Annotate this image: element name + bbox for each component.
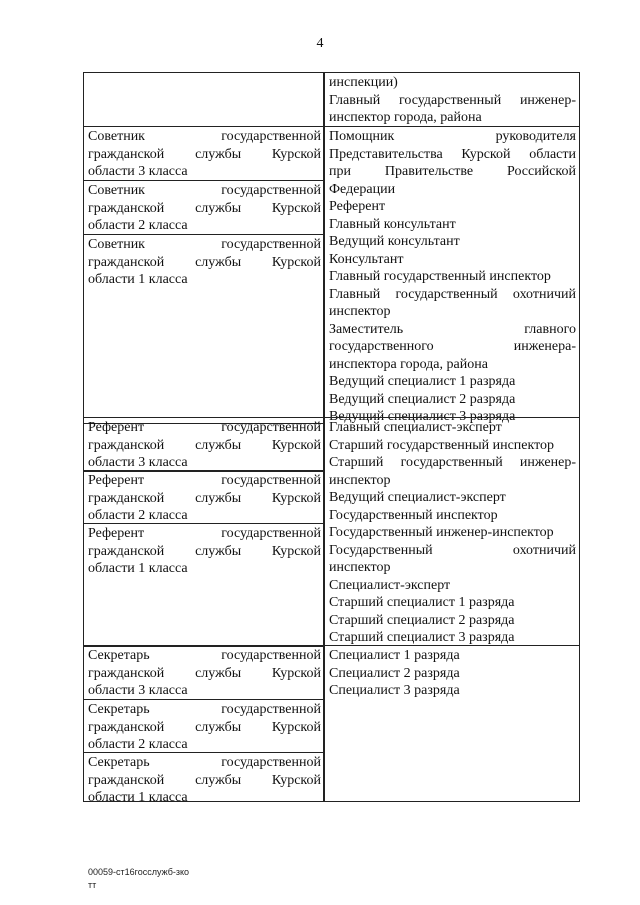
cell-line: области 1 класса	[88, 561, 188, 576]
cell-line: Главный специалист-эксперт	[329, 420, 502, 435]
cell-line: гражданской службы Курской	[88, 543, 321, 559]
cell-line: инспекции)	[329, 75, 398, 90]
cell-line: Референт государственной	[88, 526, 321, 541]
cell-line: инспектор	[329, 560, 391, 575]
cell-line: Главный государственный инспектор	[329, 269, 551, 284]
cell-line: области 2 класса	[88, 737, 188, 752]
cell-line: Референт	[329, 199, 386, 214]
cell-line: Советник государственной	[88, 129, 321, 144]
cell-line: Федерации	[329, 181, 396, 197]
cell-line: Помощник руководителя	[329, 129, 576, 144]
cell-line: Государственный инспектор	[329, 507, 498, 523]
table-cell-grade	[83, 180, 324, 235]
cell-line: Старший государственный инспектор	[329, 437, 555, 453]
cell-line: Главный государственный инженер-	[329, 92, 576, 108]
cell-line: Секретарь государственной	[88, 755, 321, 770]
table-left-column	[83, 72, 324, 805]
cell-line: Советник государственной	[88, 237, 321, 252]
cell-line: Государственный охотничий	[329, 542, 576, 558]
cell-line: государственного инженера-	[329, 339, 576, 354]
page-number: 4	[316, 36, 324, 51]
cell-line: области 1 класса	[88, 272, 188, 287]
cell-line: Представительства Курской области	[329, 146, 576, 162]
table-right-column	[324, 72, 580, 802]
cell-line: Специалист 1 разряда	[329, 648, 460, 663]
cell-line: Советник государственной	[88, 183, 321, 198]
cell-line: Референт государственной	[88, 473, 321, 488]
table-cell-grade	[83, 523, 324, 647]
cell-line: Старший государственный инженер-	[329, 455, 576, 470]
cell-line: области 3 класса	[88, 455, 188, 470]
cell-line: Ведущий специалист 2 разряда	[329, 391, 516, 407]
cell-line: инспектор	[329, 472, 391, 488]
footer-code: 00059-ст16госслужб-зко	[88, 867, 190, 877]
cell-line: Секретарь государственной	[88, 648, 321, 663]
table-cell-grade	[83, 234, 324, 424]
table-cell-grade	[83, 470, 324, 524]
cell-line: инспектор города, района	[329, 110, 482, 125]
cell-line: Консультант	[329, 251, 404, 267]
cell-line: области 1 класса	[88, 790, 188, 805]
footer-initials: тт	[88, 880, 97, 890]
cell-line: Специалист 2 разряда	[329, 665, 460, 681]
cell-line: гражданской службы Курской	[88, 254, 321, 270]
cell-line: гражданской службы Курской	[88, 772, 321, 788]
cell-line: Ведущий специалист 3 разряда	[329, 409, 516, 424]
cell-line: области 2 класса	[88, 218, 188, 233]
cell-line: Ведущий специалист 1 разряда	[329, 374, 516, 389]
table-cell-grade	[83, 645, 324, 700]
cell-line: Секретарь государственной	[88, 702, 321, 717]
cell-line: гражданской службы Курской	[88, 146, 321, 162]
cell-line: Старший специалист 2 разряда	[329, 612, 515, 628]
cell-line: Главный консультант	[329, 216, 456, 232]
cell-line: области 3 класса	[88, 683, 188, 698]
table-cell-empty	[83, 72, 324, 127]
cell-line: Ведущий специалист-эксперт	[329, 490, 506, 505]
cell-line: Референт государственной	[88, 420, 321, 435]
cell-line: Старший специалист 3 разряда	[329, 630, 515, 645]
table-cell-grade	[83, 699, 324, 753]
cell-line: Ведущий консультант	[329, 234, 460, 249]
cell-line: Государственный инженер-инспектор	[329, 525, 554, 540]
cell-line: при Правительстве Российской	[329, 164, 576, 179]
cell-line: гражданской службы Курской	[88, 665, 321, 681]
cell-line: Заместитель главного	[329, 321, 576, 337]
cell-line: инспектора города, района	[329, 356, 488, 372]
table-cell-positions	[324, 645, 580, 802]
table-cell-grade	[83, 126, 324, 181]
table-cell-grade	[83, 417, 324, 472]
cell-line: области 2 класса	[88, 508, 188, 523]
cell-line: области 3 класса	[88, 164, 188, 179]
cell-line: Старший специалист 1 разряда	[329, 595, 515, 610]
document-footer	[88, 866, 189, 892]
cell-line: инспектор	[329, 304, 391, 319]
cell-line: Специалист-эксперт	[329, 577, 451, 593]
cell-line: гражданской службы Курской	[88, 437, 321, 453]
table-cell-positions	[324, 72, 580, 127]
table-cell-grade	[83, 752, 324, 805]
cell-line: гражданской службы Курской	[88, 719, 321, 735]
cell-line: Специалист 3 разряда	[329, 683, 460, 698]
cell-line: Главный государственный охотничий	[329, 286, 576, 302]
cell-line: гражданской службы Курской	[88, 200, 321, 216]
cell-line: гражданской службы Курской	[88, 490, 321, 506]
table-cell-positions	[324, 126, 580, 424]
table-cell-positions	[324, 417, 580, 646]
